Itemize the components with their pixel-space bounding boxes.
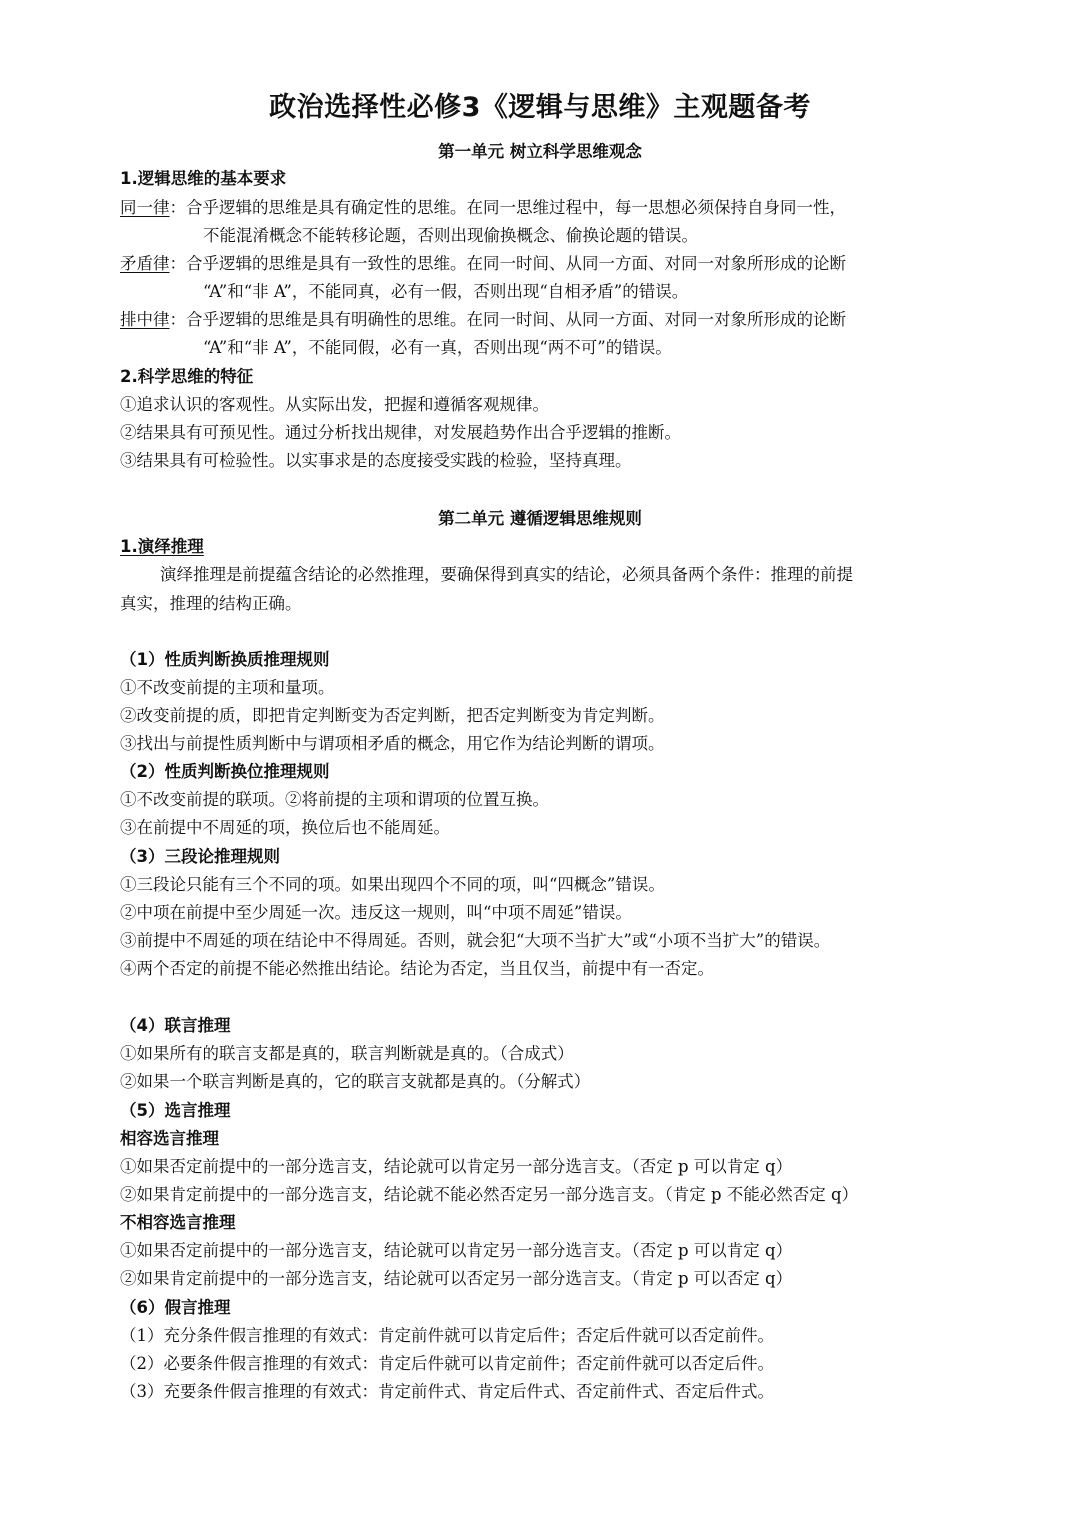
list-item: ③在前提中不周延的项，换位后也不能周延。 — [120, 818, 450, 837]
list-item: ②如果肯定前提中的一部分选言支，结论就可以否定另一部分选言支。（肯定 p 可以否定 q） — [120, 1269, 793, 1288]
list-item: ②如果肯定前提中的一部分选言支，结论就不能必然否定另一部分选言支。（肯定 p 不能必然否定 q） — [120, 1185, 859, 1204]
list-item: （2）必要条件假言推理的有效式：肯定后件就可以肯定前件；否定前件就可以否定后件。 — [120, 1354, 774, 1373]
list-item: ①追求认识的客观性。从实际出发，把握和遵循客观规律。 — [120, 395, 549, 414]
s2-heading: （2）性质判断换位推理规则 — [120, 762, 330, 781]
unit1-title: 第一单元 树立科学思维观念 — [438, 142, 642, 161]
list-item: ①如果所有的联言支都是真的，联言判断就是真的。（合成式） — [120, 1044, 574, 1063]
law-name: 排中律 — [120, 310, 170, 329]
law-excluded-middle-cont: “A”和“非 A”，不能同假，必有一真，否则出现“两不可”的错误。 — [203, 338, 672, 357]
list-item: ①不改变前提的主项和量项。 — [120, 678, 335, 697]
law-identity — [120, 194, 846, 222]
list-item: ①如果否定前提中的一部分选言支，结论就可以肯定另一部分选言支。（否定 p 可以肯定 q） — [120, 1241, 793, 1260]
list-item: ②结果具有可预见性。通过分析找出规律，对发展趋势作出合乎逻辑的推断。 — [120, 423, 681, 442]
s5-heading: （5）选言推理 — [120, 1101, 231, 1120]
list-item: ①如果否定前提中的一部分选言支，结论就可以肯定另一部分选言支。（否定 p 可以肯定 q） — [120, 1157, 793, 1176]
list-item: （3）充要条件假言推理的有效式：肯定前件式、肯定后件式、否定前件式、否定后件式。 — [120, 1382, 774, 1401]
list-item: （1）充分条件假言推理的有效式：肯定前件就可以肯定后件；否定后件就可以否定前件。 — [120, 1326, 774, 1345]
law-text: ：合乎逻辑的思维是具有明确性的思维。在同一时间、从同一方面、对同一对象所形成的论断 — [169, 310, 846, 329]
law-contradiction — [120, 250, 846, 278]
list-item: ③找出与前提性质判断中与谓项相矛盾的概念，用它作为结论判断的谓项。 — [120, 734, 665, 753]
intro-paragraph-line1: 演绎推理是前提蕴含结论的必然推理，要确保得到真实的结论，必须具备两个条件：推理的前提 — [160, 565, 853, 584]
unit2-title: 第二单元 遵循逻辑思维规则 — [438, 509, 642, 528]
law-identity-cont: 不能混淆概念不能转移论题，否则出现偷换概念、偷换论题的错误。 — [203, 226, 698, 245]
compat-heading: 相容选言推理 — [120, 1129, 219, 1148]
unit1-sec1-heading: 1.逻辑思维的基本要求 — [120, 169, 287, 188]
s4-heading: （4）联言推理 — [120, 1016, 231, 1035]
law-name: 同一律 — [120, 198, 170, 217]
intro-paragraph-line2: 真实，推理的结构正确。 — [120, 594, 302, 613]
list-item: ①三段论只能有三个不同的项。如果出现四个不同的项，叫“四概念”错误。 — [120, 875, 665, 894]
law-contradiction-cont: “A”和“非 A”，不能同真，必有一假，否则出现“自相矛盾”的错误。 — [203, 282, 689, 301]
list-item: ④两个否定的前提不能必然推出结论。结论为否定，当且仅当，前提中有一否定。 — [120, 959, 714, 978]
list-item: ②中项在前提中至少周延一次。违反这一规则，叫“中项不周延”错误。 — [120, 903, 632, 922]
s3-heading: （3）三段论推理规则 — [120, 847, 280, 866]
list-item: ③前提中不周延的项在结论中不得周延。否则，就会犯“大项不当扩大”或“小项不当扩大”的错误。 — [120, 931, 831, 950]
law-text: ：合乎逻辑的思维是具有确定性的思维。在同一思维过程中，每一思想必须保持自身同一性， — [169, 198, 846, 217]
list-item: ①不改变前提的联项。②将前提的主项和谓项的位置互换。 — [120, 790, 549, 809]
unit1-sec2-heading: 2.科学思维的特征 — [120, 367, 254, 386]
incompat-heading: 不相容选言推理 — [120, 1213, 236, 1232]
unit2-sec1-heading: 1.演绎推理 — [120, 537, 204, 556]
s6-heading: （6）假言推理 — [120, 1298, 231, 1317]
document-title: 政治选择性必修3《逻辑与思维》主观题备考 — [269, 92, 811, 123]
list-item: ③结果具有可检验性。以实事求是的态度接受实践的检验，坚持真理。 — [120, 451, 632, 470]
list-item: ②如果一个联言判断是真的，它的联言支就都是真的。（分解式） — [120, 1072, 591, 1091]
law-text: ：合乎逻辑的思维是具有一致性的思维。在同一时间、从同一方面、对同一对象所形成的论断 — [169, 254, 846, 273]
law-name: 矛盾律 — [120, 254, 170, 273]
list-item: ②改变前提的质，即把肯定判断变为否定判断，把否定判断变为肯定判断。 — [120, 706, 665, 725]
s1-heading: （1）性质判断换质推理规则 — [120, 650, 330, 669]
law-excluded-middle — [120, 306, 846, 334]
